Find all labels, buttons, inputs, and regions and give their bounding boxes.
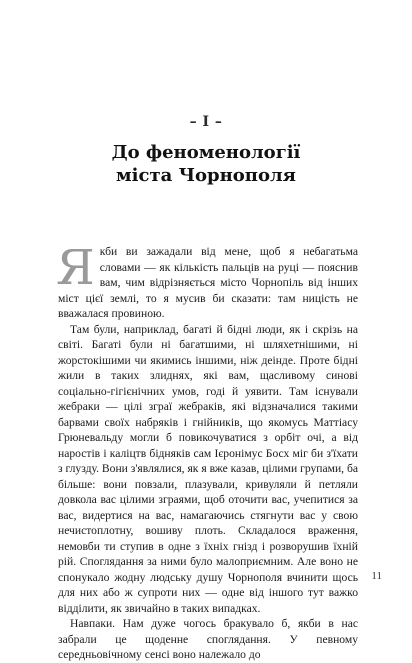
paragraph-2: Там були, наприклад, багаті й бідні люди, як і скрізь на світі. Багаті були ні багатшими, ні шляхетнішими, ні жорстокішими чи якимись іншими, ніж деінде. Проте бідні жили в таких злиднях, які вам, щасливому синові соціально-гігієнічних умов, годі й уявити. Там існували жебраки — цілі зграї жебраків, які відзначалися такими барвами своїх набряків і гнійників, що якомусь Маттіасу Грюневальду могли б повикочуватися з орбіт очі, а від наростів і каліцтв бідняків сам Ієронімус Босх міг би з'їхати з глузду. Вони з'являлися, як я вже казав, цілими групами, ба більше: вони повзали, плазували, кривуляли й петляли довкола вас цілими зграями, щоб оточити вас, учепитися за вас, видертися на вас, намагаючись стягнути вас у свою нечистоплотну, вошиву плоть. Складалося враження, немовби ти ступив в одне з їхніх гнізд і розворушив їхній рій. Споглядання за ними було малоприємним. Але воно не спонукало жодну людську душу Чорнополя вчинити щось для них або ж супроти них — одне від іншого тут важко відділити, як звичайно в таких випадках. [58, 322, 358, 615]
chapter-title-line-1: До феноменології [111, 142, 301, 163]
paragraph-1-text: кби ви зажадали від мене, щоб я небагатьма словами — як кількість пальців на руці — пояснив вам, чим відрізняється місто Чорнопіль від інших міст цієї землі, то я мусив би сказати: там ницість не вважалася провиною. [58, 245, 358, 320]
chapter-title-line-2: міста Чорнополя [116, 165, 296, 186]
drop-cap: Я [56, 240, 95, 296]
chapter-number: – І – [189, 114, 223, 130]
chapter-title [0, 141, 412, 187]
paragraph-1 [56, 240, 358, 322]
paragraph-3: Навпаки. Нам дуже чогось бракувало б, якби в нас забрали це щоденне споглядання. У певному середньовічному сенсі воно належало до [58, 617, 358, 661]
page-number: 11 [371, 570, 382, 582]
